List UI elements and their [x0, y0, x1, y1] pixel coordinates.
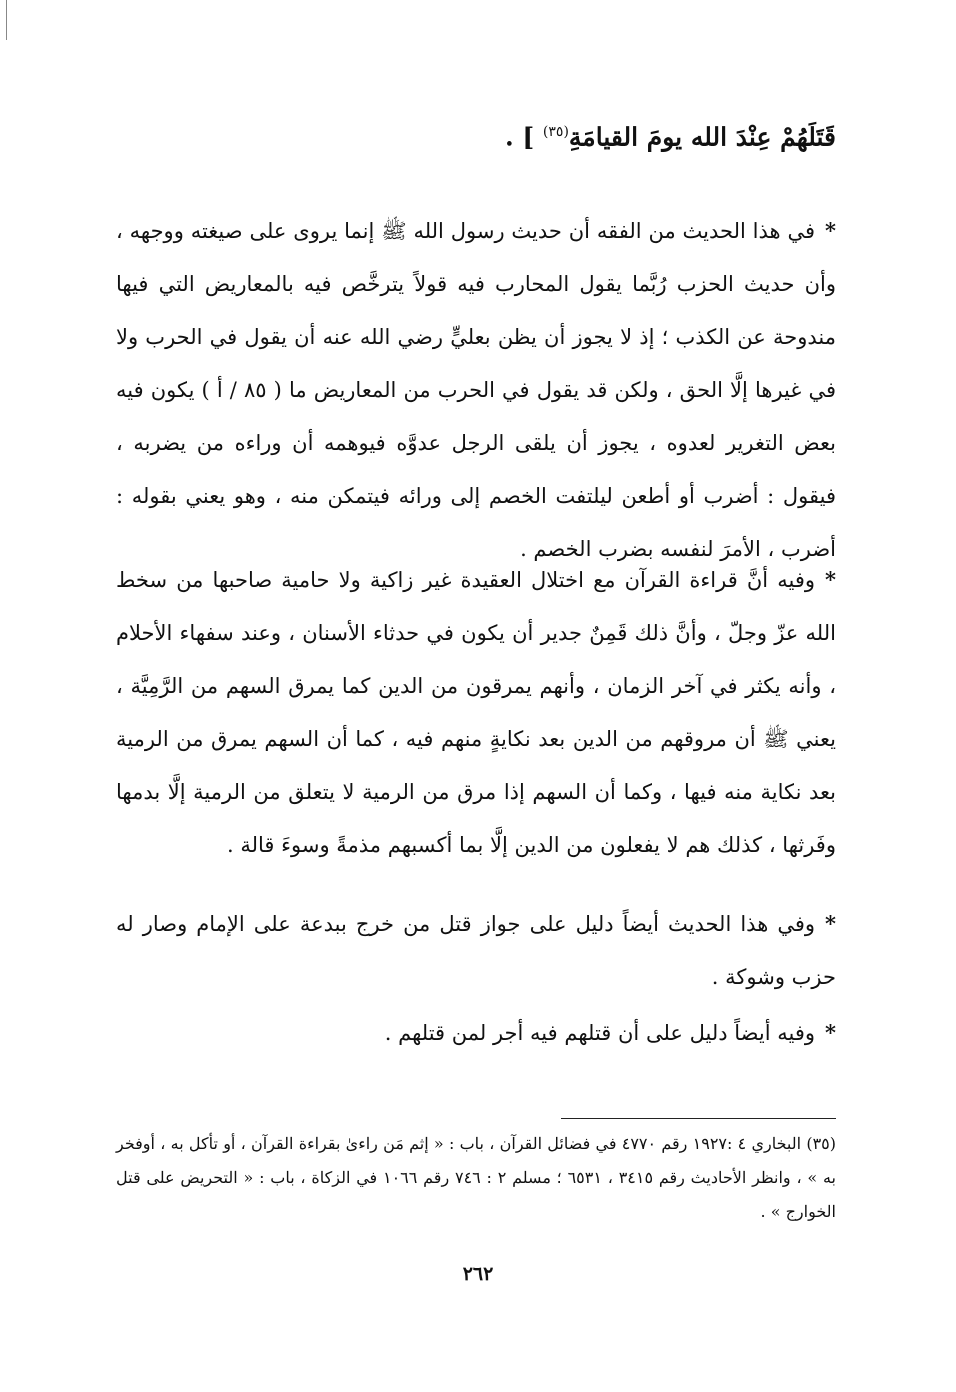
closing-bracket: ] .: [504, 122, 535, 152]
paragraph-4: [116, 1006, 836, 1060]
bullet-star: *: [825, 1020, 836, 1045]
paragraph-3: [116, 897, 836, 1004]
paragraph-2: [116, 553, 836, 872]
paragraph-text: وفي هذا الحديث أيضاً دليل على جواز قتل من خرج ببدعة على الإمام وصار له حزب وشوكة .: [116, 912, 836, 989]
bullet-star: *: [825, 218, 836, 243]
footnote-divider: [561, 1118, 836, 1119]
paragraph-1: [116, 204, 836, 576]
footnote-reference: (٣٥): [542, 124, 569, 140]
bullet-star: *: [825, 911, 836, 936]
hadith-quote: قَتَلَهُمْ عِنْدَ الله يومَ القيامَةِ: [568, 122, 836, 152]
hadith-closing-line: [76, 112, 836, 157]
footnote: (٣٥) البخاري ٤ :١٩٢٧ رقم ٤٧٧٠ في فضائل القرآن ، باب : « إثم مَن راءىٰ بقراءة القرآن ، أو تأكل به ، أوفخر به » ، وانظر الأحاديث رقم ٣٤١٥ ، ٦٥٣١ ؛ مسلم ٢ : ٧٤٦ رقم ١٠٦٦ في الزكاة ، باب : « التحريض على قتل الخوارج » .: [116, 1134, 837, 1221]
bullet-star: *: [825, 567, 836, 592]
paragraph-text: وفيه أنَّ قراءة القرآن مع اختلال العقيدة غير زاكية ولا حامية صاحبها من سخط الله عزّ وجلّ ، وأنَّ ذلك قَمِنٌ جدير أن يكون في حدثاء الأسنان ، وعند سفهاء الأحلام ، وأنه يكثر في آخر الزمان ، وأنهم يمرقون من الدين كما يمرق السهم من الرَّمِيَّة ، يعني ﷺ أن مروقهم من الدين بعد نكايةٍ منهم فيه ، كما أن السهم يمرق من الرمية بعد نكاية منه فيها ، وكما أن السهم إذا مرق من الرمية لا يتعلق من الرمية إلَّا بدمها وفَرثها ، كذلك هم لا يفعلون من الدين إلَّا بما أكسبهم مذمةً وسوءَ قالة .: [116, 568, 836, 857]
paragraph-text: وفيه أيضاً دليل على أن قتلهم فيه أجر لمن قتلهم .: [384, 1021, 816, 1045]
page-number: ٢٦٢: [462, 1263, 494, 1285]
paragraph-text: في هذا الحديث من الفقه أن حديث رسول الله ﷺ إنما يروى على صيغته ووجهه ، وأن حديث الحزب رُبَّما يقول المحارب فيه قولاً يترخَّص فيه بالمعاريض التي فيها مندوحة عن الكذب ؛ إذ لا يجوز أن يظن بعليٍّ رضي الله عنه أن يقول في الحرب ولا في غيرها إلَّا الحق ، ولكن قد يقول في الحرب من المعاريض ما ( ٨٥ / أ ) يكون فيه بعض التغرير لعدوه ، يجوز أن يلقى الرجل عدوَّه فيوهمه أن وراءه من يضربه ، فيقول : أضرب أو أطعن ليلتفت الخصم إلى ورائه فيتمكن منه ، وهو يعني بقوله : أضرب ، الأمرَ لنفسه بضرب الخصم .: [116, 219, 837, 561]
scan-edge-mark: [6, 0, 7, 40]
